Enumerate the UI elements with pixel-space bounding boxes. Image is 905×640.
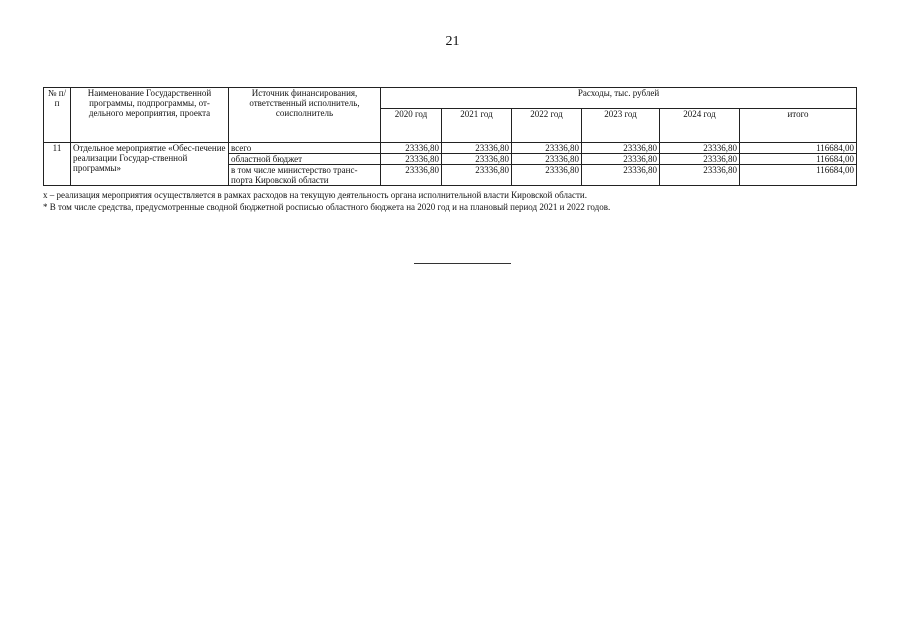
value-cell: 23336,80 bbox=[381, 143, 442, 154]
total-cell: 116684,00 bbox=[740, 154, 857, 165]
row-num: 11 bbox=[44, 143, 71, 186]
header-expenses: Расходы, тыс. рублей bbox=[381, 88, 857, 109]
source-cell: в том числе министерство транс-порта Кировской области bbox=[229, 165, 381, 186]
footnote: х – реализация мероприятия осуществляется в рамках расходов на текущую деятельность органа исполнительной власти Кировской области. bbox=[43, 190, 587, 200]
end-divider bbox=[414, 263, 511, 264]
value-cell: 23336,80 bbox=[512, 154, 582, 165]
value-cell: 23336,80 bbox=[442, 165, 512, 186]
value-cell: 23336,80 bbox=[582, 165, 660, 186]
value-cell: 23336,80 bbox=[381, 154, 442, 165]
header-year: 2024 год bbox=[660, 109, 740, 143]
page-number: 21 bbox=[445, 34, 460, 49]
header-total: итого bbox=[740, 109, 857, 143]
value-cell: 23336,80 bbox=[660, 165, 740, 186]
value-cell: 23336,80 bbox=[442, 154, 512, 165]
budget-table bbox=[43, 87, 857, 186]
row-name: Отдельное мероприятие «Обес-печение реализации Государ-ственной программы» bbox=[71, 143, 229, 186]
header-year: 2023 год bbox=[582, 109, 660, 143]
value-cell: 23336,80 bbox=[582, 154, 660, 165]
footnotes bbox=[43, 189, 610, 213]
value-cell: 23336,80 bbox=[582, 143, 660, 154]
source-cell: областной бюджет bbox=[229, 154, 381, 165]
header-year: 2020 год bbox=[381, 109, 442, 143]
value-cell: 23336,80 bbox=[512, 165, 582, 186]
header-year: 2022 год bbox=[512, 109, 582, 143]
total-cell: 116684,00 bbox=[740, 165, 857, 186]
value-cell: 23336,80 bbox=[381, 165, 442, 186]
header-name: Наименование Государственной программы, подпрограммы, от-дельного мероприятия, проекта bbox=[71, 88, 229, 143]
header-num: № п/п bbox=[44, 88, 71, 143]
value-cell: 23336,80 bbox=[660, 154, 740, 165]
source-cell: всего bbox=[229, 143, 381, 154]
footnote: * В том числе средства, предусмотренные сводной бюджетной росписью областного бюджета на 2020 год и на плановый период 2021 и 2022 годов. bbox=[43, 202, 611, 212]
header-source: Источник финансирования, ответственный исполнитель, соисполнитель bbox=[229, 88, 381, 143]
value-cell: 23336,80 bbox=[660, 143, 740, 154]
value-cell: 23336,80 bbox=[442, 143, 512, 154]
header-year: 2021 год bbox=[442, 109, 512, 143]
table-row bbox=[44, 143, 857, 154]
total-cell: 116684,00 bbox=[740, 143, 857, 154]
value-cell: 23336,80 bbox=[512, 143, 582, 154]
